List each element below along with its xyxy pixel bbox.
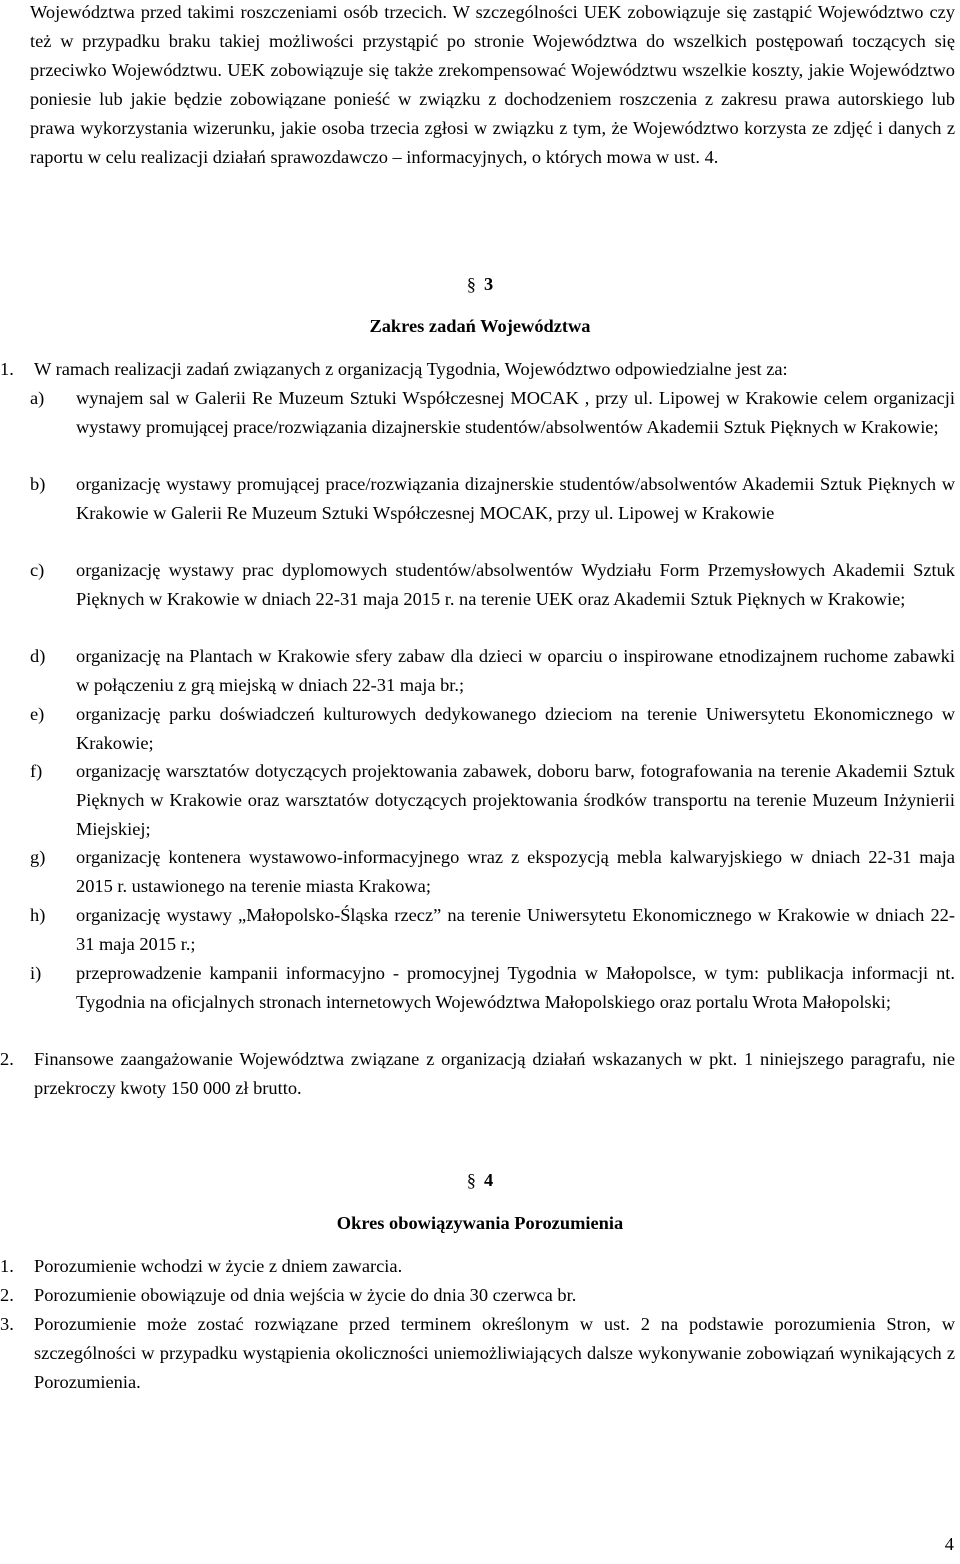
page-number: 4 xyxy=(944,1534,954,1554)
section-4-item-2 xyxy=(0,1281,955,1310)
section-number: 3 xyxy=(484,274,494,294)
item-text: W ramach realizacji zadań związanych z organizacją Tygodnia, Województwo odpowiedzialne jest za: xyxy=(34,359,788,379)
subitem-text: organizację parku doświadczeń kulturowych dedykowanego dzieciom na terenie Uniwersytetu Ekonomicznego w Krakowie; xyxy=(76,704,955,753)
section-3-title: Zakres zadań Województwa xyxy=(369,316,591,336)
section-3-subitem-i xyxy=(30,959,955,1017)
subitem-text: organizację kontenera wystawowo-informacyjnego wraz z ekspozycją mebla kalwaryjskiego w dniach 22-31 maja 2015 r. ustawionego na terenie miasta Krakowa; xyxy=(76,847,955,896)
subitem-text: organizację wystawy „Małopolsko-Śląska rzecz” na terenie Uniwersytetu Ekonomicznego w Krakowie w dniach 22-31 maja 2015 r.; xyxy=(76,905,955,954)
subitem-text: organizację wystawy promującej prace/rozwiązania dizajnerskie studentów/absolwentów Akademii Sztuk Pięknych w Krakowie w Galerii Re Muzeum Sztuki Współczesnej MOCAK, przy ul. Lipowej w Krakowie xyxy=(76,474,955,523)
intro-paragraph: Województwa przed takimi roszczeniami osób trzecich. W szczególności UEK zobowiązuje się zastąpić Województwo czy też w przypadku braku takiej możliwości przystąpić po stronie Województwa do wszelkich postępowań toczących się przeciwko Województwu. UEK zobowiązuje się także zrekompensować Województwu wszelkie koszty, jakie Województwo poniesie lub jakie będzie zobowiązane ponieść w związku z dochodzeniem roszczenia z zakresu prawa autorskiego lub prawa wykorzystania wizerunku, jakie osoba trzecia zgłosi w związku z tym, że Województwo korzysta ze zdjęć i danych z raportu w celu realizacji działań sprawozdawczo – informacyjnych, o których mowa w ust. 4. xyxy=(30,2,955,167)
subitem-letter: d) xyxy=(30,646,46,666)
subitem-letter: i) xyxy=(30,963,42,983)
subitem-letter: f) xyxy=(30,761,43,781)
section-3-subitem-d xyxy=(30,642,955,700)
section-3-subitem-g xyxy=(30,843,955,901)
item-number: 1. xyxy=(0,1256,14,1276)
section-3-subitem-b xyxy=(30,470,955,528)
section-3-subitem-h xyxy=(30,901,955,959)
subitem-letter: e) xyxy=(30,704,45,724)
subitem-letter: c) xyxy=(30,560,45,580)
item-text: Porozumienie obowiązuje od dnia wejścia w życie do dnia 30 czerwca br. xyxy=(34,1285,577,1305)
section-3-item-1 xyxy=(0,355,955,384)
subitem-letter: h) xyxy=(30,905,46,925)
section-3-subitem-f xyxy=(30,757,955,844)
item-text: Finansowe zaangażowanie Województwa związane z organizacją działań wskazanych w pkt. 1 niniejszego paragrafu, nie przekroczy kwoty 150 000 zł brutto. xyxy=(34,1049,955,1098)
item-number: 3. xyxy=(0,1314,14,1334)
item-text: Porozumienie może zostać rozwiązane przed terminem określonym w ust. 2 na podstawie porozumienia Stron, w szczególności w przypadku wystąpienia okoliczności uniemożliwiających dalsze wykonywanie zobowiązań wynikających z Porozumienia. xyxy=(34,1314,955,1392)
section-symbol: § xyxy=(466,1170,476,1190)
section-number: 4 xyxy=(484,1170,494,1190)
section-4-heading xyxy=(0,1166,960,1195)
subitem-letter: b) xyxy=(30,474,46,494)
section-3-item-2 xyxy=(0,1045,955,1103)
section-3-subitem-c xyxy=(30,556,955,614)
subitem-text: organizację wystawy prac dyplomowych studentów/absolwentów Wydziału Form Przemysłowych Akademii Sztuk Pięknych w Krakowie w dniach 22-31 maja 2015 r. na terenie UEK oraz Akademii Sztuk Pięknych w Krakowie; xyxy=(76,560,955,609)
subitem-text: organizację na Plantach w Krakowie sfery zabaw dla dzieci w oparciu o inspirowane etnodizajnem ruchome zabawki w połączeniu z grą miejską w dniach 22-31 maja br.; xyxy=(76,646,955,695)
section-4-title: Okres obowiązywania Porozumienia xyxy=(336,1213,624,1233)
item-number: 1. xyxy=(0,359,14,379)
section-3-subitem-a xyxy=(30,384,955,442)
item-number: 2. xyxy=(0,1049,14,1069)
item-text: Porozumienie wchodzi w życie z dniem zawarcia. xyxy=(34,1256,403,1276)
section-3-heading xyxy=(0,270,960,299)
subitem-text: wynajem sal w Galerii Re Muzeum Sztuki Współczesnej MOCAK , przy ul. Lipowej w Krakowie celem organizacji wystawy promującej prace/rozwiązania dizajnerskie studentów/absolwentów Akademii Sztuk Pięknych w Krakowie; xyxy=(76,388,955,437)
item-number: 2. xyxy=(0,1285,14,1305)
section-4-item-1 xyxy=(0,1252,955,1281)
subitem-letter: g) xyxy=(30,847,46,867)
subitem-letter: a) xyxy=(30,388,45,408)
section-3-subitem-e xyxy=(30,700,955,758)
subitem-text: przeprowadzenie kampanii informacyjno - promocyjnej Tygodnia w Małopolsce, w tym: publikacja informacji nt. Tygodnia na oficjalnych stronach internetowych Województwa Małopolskiego oraz portalu Wrota Małopolski; xyxy=(76,963,955,1012)
section-4-item-3 xyxy=(0,1310,955,1397)
subitem-text: organizację warsztatów dotyczących projektowania zabawek, doboru barw, fotografowania na terenie Akademii Sztuk Pięknych w Krakowie oraz warsztatów dotyczących projektowania środków transportu na terenie Muzeum Inżynierii Miejskiej; xyxy=(76,761,955,839)
section-symbol: § xyxy=(466,274,476,294)
